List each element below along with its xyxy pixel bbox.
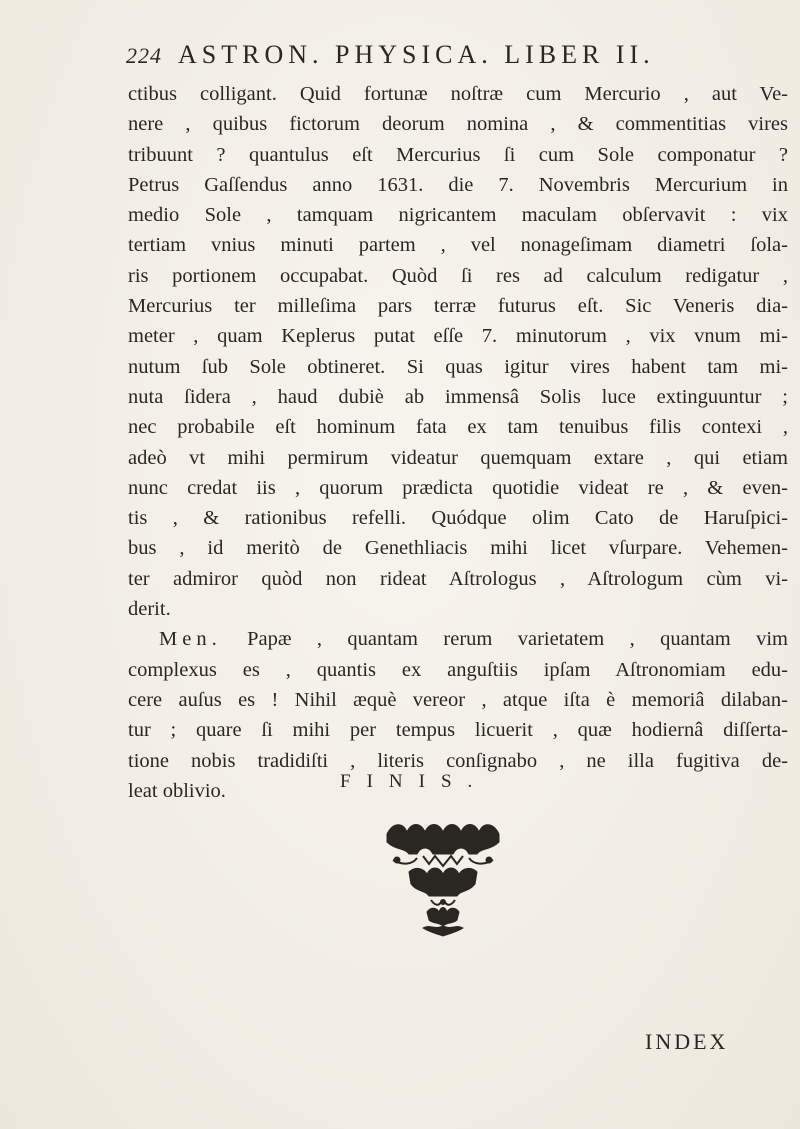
running-title: ASTRON. PHYSICA. LIBER II. [178, 40, 655, 69]
text-line: nutum ſub Sole obtineret. Si quas igitur vires habent tam mi- [128, 355, 788, 378]
text-line: cere auſus es ! Nihil æquè vereor , atque iſta è memoriâ dilaban- [128, 688, 788, 711]
text-line: tertiam vnius minuti partem , vel nonageſimam diametri ſola- [128, 234, 788, 257]
text-line: meter , quam Keplerus putat eſſe 7. minutorum , vix vnum mi- [128, 325, 788, 348]
text-line: medio Sole , tamquam nigricantem maculam obſervavit : vix [128, 204, 788, 227]
catchword: INDEX [645, 1029, 729, 1054]
page-header [126, 40, 800, 70]
finis-heading: FINIS. [340, 771, 489, 792]
text-line: tribuunt ? quantulus eſt Mercurius ſi cum Sole componatur ? [128, 143, 788, 166]
body-text [128, 79, 788, 806]
text-line: adeò vt mihi permirum videatur quemquam extare , qui etiam [128, 446, 788, 469]
printers-ornament-icon [383, 820, 503, 938]
text-line: Mercurius ter milleſima pars terræ futurus eſt. Sic Veneris dia- [128, 295, 788, 318]
text-line: tis , & rationibus refelli. Quódque olim Cato de Haruſpici- [128, 507, 788, 530]
text-line: derit. [128, 598, 171, 621]
speech-text: Papæ , quantam rerum varietatem , quantam vim [247, 628, 788, 651]
text-line: Petrus Gaſſendus anno 1631. die 7. Novembris Mercurium in [128, 173, 788, 196]
text-line: nere , quibus fictorum deorum nomina , & commentitias vires [128, 113, 788, 136]
speaker-name: Men. [159, 628, 222, 651]
text-line: nuta ſidera , haud dubiè ab immensâ Solis luce extinguuntur ; [128, 385, 788, 408]
text-line: tur ; quare ſi mihi per tempus licuerit , quæ hodiernâ diſſerta- [128, 719, 788, 742]
text-line: ctibus colligant. Quid fortunæ noſtræ cum Mercurio , aut Ve- [128, 83, 788, 105]
text-line: ris portionem occupabat. Quòd ſi res ad calculum redigatur , [128, 264, 788, 287]
speech-first-line [128, 624, 788, 654]
text-line: nunc credat iis , quorum prædicta quotidie videat re , & even- [128, 476, 788, 499]
text-line: leat oblivio. [128, 779, 226, 802]
text-line: complexus es , quantis ex anguſtiis ipſam Aſtronomiam edu- [128, 658, 788, 681]
text-line: bus , id meritò de Genethliacis mihi licet vſurpare. Vehemen- [128, 537, 788, 560]
text-line: ter admiror quòd non rideat Aſtrologus , Aſtrologum cùm vi- [128, 567, 788, 590]
text-line: tione nobis tradidiſti , literis conſignabo , ne illa fugitiva de- [128, 749, 788, 772]
text-line: nec probabile eſt hominum fata ex tam tenuibus filis contexi , [128, 416, 788, 439]
page-number: 224 [126, 43, 162, 68]
